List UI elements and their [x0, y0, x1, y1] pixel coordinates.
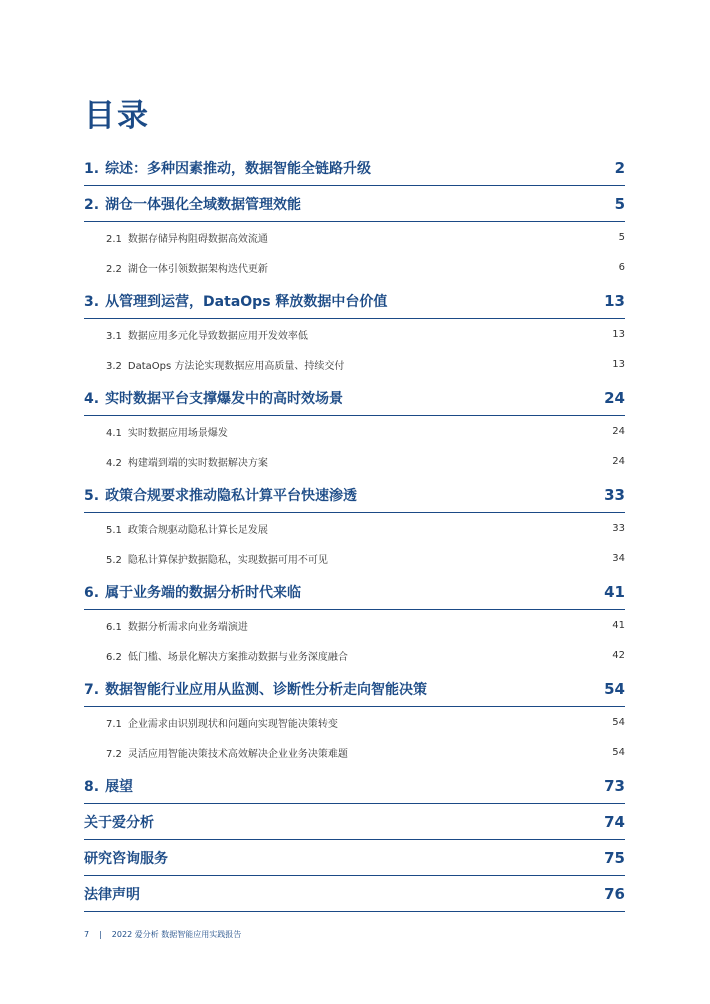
toc-divider — [84, 911, 625, 912]
toc-subentry-number: 6.1 — [106, 621, 122, 633]
toc-subentry-title — [84, 551, 612, 566]
toc-entry-number: 7. — [84, 682, 100, 698]
toc-entry[interactable] — [84, 574, 625, 610]
toc-subentry-text: DataOps 方法论实现数据应用高质量、持续交付 — [127, 361, 345, 372]
toc-entry-page: 54 — [604, 680, 625, 698]
toc-entry-title — [84, 582, 604, 602]
toc-subentry-text: 企业需求由识别现状和问题向实现智能决策转变 — [127, 718, 338, 730]
toc-entry-text: 从管理到运营，DataOps 释放数据中台价值 — [105, 294, 388, 310]
toc-entry-text: 政策合规要求推动隐私计算平台快速渗透 — [105, 488, 358, 504]
toc-subentry-title — [84, 454, 612, 469]
toc-subentry-page: 42 — [612, 650, 625, 661]
toc-entry-text: 湖仓一体强化全域数据管理效能 — [105, 197, 302, 213]
toc-subentry-text: 实时数据应用场景爆发 — [127, 427, 228, 439]
toc-entry[interactable] — [84, 283, 625, 319]
toc-entry[interactable] — [84, 840, 625, 876]
toc-entry-title — [84, 485, 604, 505]
toc-subentry[interactable] — [84, 253, 625, 283]
toc-subentry-page: 13 — [612, 359, 625, 370]
toc-entry-number: 4. — [84, 391, 100, 407]
toc-subentry[interactable] — [84, 222, 625, 252]
toc-subentry-text: 数据分析需求向业务端演进 — [127, 621, 248, 633]
toc-entry-number: 8. — [84, 779, 100, 795]
toc-subentry[interactable] — [84, 447, 625, 477]
toc-entry-number: 5. — [84, 488, 100, 504]
toc-entry-text: 法律声明 — [84, 887, 140, 903]
toc-entry[interactable] — [84, 876, 625, 912]
toc-subentry[interactable] — [84, 738, 625, 768]
toc-entry-page: 13 — [604, 292, 625, 310]
toc-subentry-text: 构建端到端的实时数据解决方案 — [127, 458, 268, 469]
toc-subentry-number: 3.1 — [106, 330, 122, 342]
toc-subentry-number: 7.1 — [106, 718, 122, 730]
toc-subentry-number: 4.1 — [106, 427, 122, 439]
toc-entry-number: 1. — [84, 161, 100, 177]
toc-entry-page: 74 — [604, 813, 625, 831]
toc-subentry-title — [84, 260, 619, 275]
toc-subentry-page: 13 — [612, 328, 625, 340]
toc-entry-text: 综述：多种因素推动，数据智能全链路升级 — [105, 161, 372, 177]
footer-page-number: 7 — [84, 930, 90, 939]
footer-report-title: 2022 爱分析 数据智能应用实践报告 — [111, 930, 242, 939]
toc-subentry-text: 湖仓一体引领数据架构迭代更新 — [127, 264, 268, 275]
toc-entry[interactable] — [84, 477, 625, 513]
toc-subentry-page: 24 — [612, 425, 625, 437]
toc-subentry-title — [84, 327, 612, 342]
toc-subentry-page: 24 — [612, 456, 625, 467]
toc-subentry-page: 6 — [618, 262, 625, 273]
toc-subentry-title — [84, 424, 612, 439]
toc-entry-page: 41 — [604, 583, 625, 601]
toc-subentry-number: 2.1 — [106, 233, 122, 245]
toc-entry-number: 3. — [84, 294, 100, 310]
toc-subentry[interactable] — [84, 319, 625, 349]
toc-subentry-number: 4.2 — [106, 458, 122, 469]
toc-subentry-page: 5 — [618, 231, 625, 243]
toc-subentry-text: 数据应用多元化导致数据应用开发效率低 — [127, 330, 308, 342]
toc-subentry[interactable] — [84, 513, 625, 543]
toc-entry-page: 73 — [604, 777, 625, 795]
toc-entry-text: 展望 — [105, 779, 134, 795]
toc-entry-text: 研究咨询服务 — [84, 851, 168, 867]
toc-entry[interactable] — [84, 671, 625, 707]
toc-entry-page: 2 — [614, 159, 625, 177]
toc-entry[interactable] — [84, 768, 625, 804]
toc-entry-text: 实时数据平台支撑爆发中的高时效场景 — [105, 391, 344, 407]
footer-separator: | — [99, 930, 102, 939]
toc-subentry-page: 41 — [612, 619, 625, 631]
toc-entry-title — [84, 848, 604, 868]
toc-subentry-page: 34 — [612, 553, 625, 564]
toc-subentry[interactable] — [84, 707, 625, 737]
toc-entry-title — [84, 291, 604, 311]
toc-entry-title — [84, 194, 615, 214]
toc-entry-title — [84, 812, 604, 832]
toc-subentry-text: 低门槛、场景化解决方案推动数据与业务深度融合 — [127, 652, 348, 663]
toc-entry[interactable] — [84, 380, 625, 416]
toc-entry-title — [84, 776, 604, 796]
toc-subentry-number: 5.1 — [106, 524, 122, 536]
toc-subentry-number: 5.2 — [106, 555, 122, 566]
page-title: 目录 — [84, 98, 150, 134]
toc-entry-text: 属于业务端的数据分析时代来临 — [105, 585, 302, 601]
toc-entry[interactable] — [84, 804, 625, 840]
toc-subentry-title — [84, 521, 612, 536]
toc-entry-title — [84, 884, 604, 904]
toc-subentry-text: 政策合规驱动隐私计算长足发展 — [127, 524, 268, 536]
toc-subentry[interactable] — [84, 416, 625, 446]
toc-subentry-title — [84, 648, 612, 663]
toc-subentry-page: 54 — [612, 716, 625, 728]
toc-entry-number: 6. — [84, 585, 100, 601]
toc-entry-page: 33 — [604, 486, 625, 504]
toc-entry[interactable] — [84, 150, 625, 186]
toc-subentry-title — [84, 618, 612, 633]
toc-entry-page: 76 — [604, 885, 625, 903]
toc-subentry-number: 3.2 — [106, 361, 122, 372]
toc-subentry-title — [84, 715, 612, 730]
toc-subentry[interactable] — [84, 610, 625, 640]
toc-entry-title — [84, 679, 604, 699]
toc-subentry-page: 33 — [612, 522, 625, 534]
toc-entry-page: 24 — [604, 389, 625, 407]
toc-subentry-text: 隐私计算保护数据隐私，实现数据可用不可见 — [127, 555, 328, 566]
toc-entry-number: 2. — [84, 197, 100, 213]
toc-subentry[interactable] — [84, 641, 625, 671]
toc-subentry-number: 6.2 — [106, 652, 122, 663]
toc-subentry-page: 54 — [612, 747, 625, 758]
toc-subentry-title — [84, 745, 612, 760]
toc-entry-text: 关于爱分析 — [84, 815, 154, 831]
toc-entry-page: 75 — [604, 849, 625, 867]
toc-subentry[interactable] — [84, 350, 625, 380]
toc-subentry-text: 数据存储异构阻碍数据高效流通 — [127, 233, 268, 245]
toc-subentry-title — [84, 357, 612, 372]
toc-entry[interactable] — [84, 186, 625, 222]
page-footer — [84, 929, 241, 940]
toc-entry-title — [84, 388, 604, 408]
toc-subentry-number: 7.2 — [106, 749, 122, 760]
toc-entry-title — [84, 158, 615, 178]
toc-subentry-title — [84, 230, 619, 245]
toc-subentry-text: 灵活应用智能决策技术高效解决企业业务决策难题 — [127, 749, 348, 760]
toc-subentry[interactable] — [84, 544, 625, 574]
toc-subentry-number: 2.2 — [106, 264, 122, 275]
toc-entry-text: 数据智能行业应用从监测、诊断性分析走向智能决策 — [105, 682, 428, 698]
toc-entry-page: 5 — [614, 195, 625, 213]
